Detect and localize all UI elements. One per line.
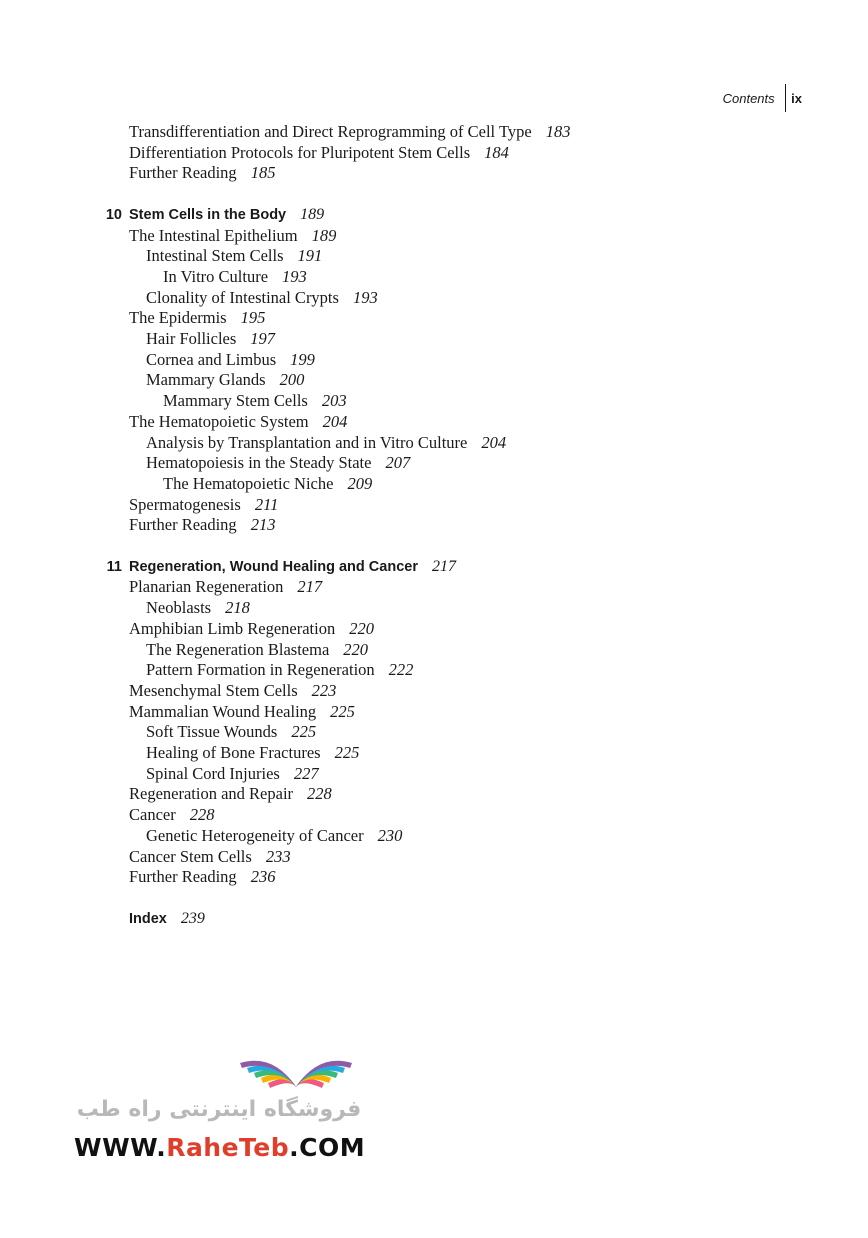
toc-entry-title: Index [129,910,167,927]
toc-page-number: 217 [431,557,456,575]
toc-entry-title: Mammalian Wound Healing [129,701,317,721]
toc-entry-title: Mammary Glands [146,370,266,390]
toc-page-number: 227 [293,763,319,783]
toc-entry [146,288,378,308]
toc-chapter-entry [129,909,205,929]
toc-entry-title: In Vitro Culture [163,266,269,286]
toc-page-number: 185 [250,163,276,183]
toc-page-number: 236 [250,867,276,887]
toc-entry [146,640,368,660]
toc-entry-title: The Regeneration Blastema [146,639,330,659]
toc-entry-title: Further Reading [129,867,237,887]
toc-entry-title: Stem Cells in the Body [129,206,287,223]
toc-page-number: 197 [250,329,276,348]
toc-entry [129,495,278,515]
toc-entry-title: Cancer Stem Cells [129,846,252,866]
toc-page-number: 189 [300,205,325,223]
toc-entry [163,391,347,411]
toc-entry [146,660,413,680]
toc-entry [146,433,506,453]
toc-entry-title: Analysis by Transplantation and in Vitro Culture [146,432,468,452]
toc-entry [129,226,336,246]
toc-page-number: 239 [180,909,205,927]
toc-entry-title: Transdifferentiation and Direct Reprogramming of Cell Type [129,122,532,141]
toc-page-number: 220 [343,639,369,659]
toc-entry [129,805,214,825]
toc-entry [146,246,322,266]
toc-entry [129,122,570,142]
toc-entry [129,143,509,163]
toc-page-number: 225 [334,743,360,762]
toc-entry [129,163,275,183]
toc-page-number: 193 [282,266,307,286]
toc-entry [129,847,291,867]
running-head-title: Contents [722,90,775,106]
toc-entry-title: Cancer [129,805,176,825]
toc-page-number: 189 [311,225,337,245]
toc-entry [129,308,265,328]
toc-entry [146,370,304,390]
toc-entry [146,350,315,370]
toc-entry-title: The Hematopoietic System [129,411,309,431]
toc-entry-title: Mammary Stem Cells [163,391,308,411]
toc-page-number: 209 [347,473,373,493]
toc-entry-title: Hematopoiesis in the Steady State [146,453,372,473]
toc-entry-title: Hair Follicles [146,329,237,348]
toc-page-number: 213 [250,515,276,535]
toc-page-number: 230 [377,825,403,845]
toc-entry [146,329,275,349]
toc-entry-title: Spermatogenesis [129,494,241,514]
toc-entry [129,867,275,887]
watermark-url-brand: RaheTeb [166,1133,290,1162]
running-head-page-number: ix [791,90,802,106]
toc-entry [129,577,322,597]
toc-entry-title: The Epidermis [129,308,227,328]
watermark-url [74,1133,365,1162]
toc-entry [163,474,372,494]
toc-entry-title: The Hematopoietic Niche [163,473,334,493]
toc-entry-title: Spinal Cord Injuries [146,763,280,783]
toc-page-number: 225 [291,722,317,742]
toc-entry [129,515,275,535]
toc-entry [146,722,316,742]
toc-page-number: 204 [322,411,348,431]
toc-page-number: 223 [311,680,337,700]
toc-entry-title: Further Reading [129,515,237,535]
toc-page-number: 228 [189,805,215,825]
toc-entry [146,826,402,846]
toc-entry [146,453,410,473]
toc-chapter-entry [105,205,325,225]
running-head [723,84,802,112]
toc-entry-title: Genetic Heterogeneity of Cancer [146,825,364,845]
toc-chapter-number: 10 [105,206,122,223]
toc-entry-title: Soft Tissue Wounds [146,722,278,742]
toc-page-number: 184 [484,142,509,162]
toc-entry-title: Differentiation Protocols for Pluripotent Stem Cells [129,142,471,162]
toc-entry-title: Healing of Bone Fractures [146,743,321,762]
toc-page-number: 193 [352,287,378,307]
toc-entry-title: Mesenchymal Stem Cells [129,680,298,700]
toc-page-number: 204 [481,432,507,452]
toc-entry-title: Amphibian Limb Regeneration [129,618,336,638]
watermark-url-prefix: WWW. [74,1133,167,1162]
toc-entry-title: Regeneration and Repair [129,784,294,804]
toc-entry-title: Neoblasts [146,598,212,618]
toc-entry [146,743,359,763]
toc-entry [129,619,374,639]
watermark-persian-text: فروشگاه اینترنتی راه طب [76,1097,362,1122]
watermark-url-suffix: .COM [289,1133,366,1162]
toc-entry [129,412,347,432]
toc-page-number: 200 [279,370,305,390]
toc-page-number: 195 [240,308,266,328]
toc-entry [163,267,307,287]
toc-entry-title: Planarian Regeneration [129,577,284,597]
toc-page-number: 233 [265,846,291,866]
toc-page-number: 191 [297,246,323,266]
toc-entry [146,598,250,618]
toc-page-number: 211 [254,494,279,514]
toc-entry-title: Pattern Formation in Regeneration [146,660,375,680]
toc-entry-title: Regeneration, Wound Healing and Cancer [129,558,418,575]
toc-page-number: 220 [349,618,374,638]
toc-chapter-entry [106,557,456,577]
toc-page-number: 218 [225,598,250,618]
toc-page-number: 217 [297,577,323,597]
toc-entry [129,702,355,722]
toc-entry [146,764,319,784]
toc-page-number: 183 [545,122,571,141]
toc-page-number: 225 [330,701,355,721]
toc-page-number: 203 [321,391,347,411]
toc-chapter-number: 11 [106,558,122,575]
open-book-logo-icon [70,1045,370,1095]
toc-entry-title: Clonality of Intestinal Crypts [146,287,339,307]
toc-entry [129,784,332,804]
toc-entry [129,681,336,701]
toc-entry-title: Further Reading [129,163,237,183]
watermark [70,1045,370,1170]
toc-entry-title: Cornea and Limbus [146,349,277,369]
toc-entry-title: The Intestinal Epithelium [129,225,298,245]
toc-page-number: 207 [385,453,411,473]
toc-entry-title: Intestinal Stem Cells [146,246,284,266]
toc-page-number: 222 [388,660,414,680]
toc-page-number: 228 [307,784,332,804]
logo-page-stroke [296,1079,324,1088]
logo-page-stroke [268,1079,296,1088]
toc-page-number: 199 [290,349,315,369]
